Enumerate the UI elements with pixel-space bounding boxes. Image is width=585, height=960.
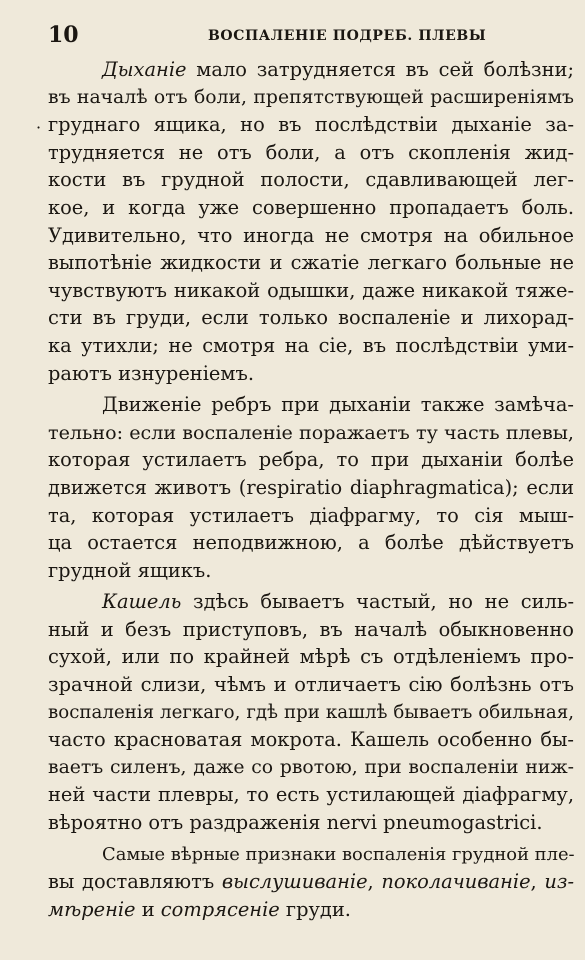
text-line: кости въ грудной полости, сдавливающей лег- [48,168,574,192]
text-line: выпотѣніе жидкости и сжатіе легкаго больные не [48,251,574,275]
italic-term: сотрясеніе [160,897,280,921]
paragraph-signs [48,841,574,924]
page-header [48,22,548,52]
text-line: Кашель здѣсь бываетъ частый, но не силь- [102,590,574,614]
text-line: раютъ изнуреніемъ. [48,361,254,385]
text-line: вы доставляютъ выслушиваніе, поколачиваніе, из- [48,870,574,894]
text-line: Дыханіе мало затрудняется въ сей болѣзни; [102,58,574,81]
text-line: въ началѣ отъ боли, препятствующей расширенiямъ [48,86,574,108]
page-number: 10 [48,22,79,48]
text-line: движется животъ (respiratio diaphragmatica); если [48,475,574,499]
text-line: ный и безъ приступовъ, въ началѣ обыкновенно [48,617,574,641]
text-line: грудной ящикъ. [48,558,212,582]
text-line: которая устилаетъ ребра, то при дыханіи болѣе [48,448,574,472]
paragraph-ribs [48,391,574,584]
text-line: Движеніе ребръ при дыханіи также замѣча- [102,393,574,417]
text-line: трудняется не отъ боли, а отъ скопленія жид- [48,140,574,164]
text-line: ка утихли; не смотря на сіе, въ послѣдствіи уми- [48,333,574,357]
text-line: та, которая устилаетъ діафрагму, то сія мыш- [48,503,574,527]
text-line: ваетъ силенъ, даже со рвотою, при воспаленіи ниж- [48,756,574,778]
running-head: ВОСПАЛЕНІЕ ПОДРЕБ. ПЛЕВЫ [208,28,487,44]
text-line: тельно: если воспаленіе поражаетъ ту часть плевы, [48,420,574,444]
paragraph-cough [48,588,574,836]
text-line: вѣроятно отъ раздраженія nervi pneumogastrici. [48,811,543,835]
text-line: Удивительно, что иногда не смотря на обильное [48,223,574,247]
text-line: зрачной слизи, чѣмъ и отличаетъ сію болѣзнь отъ [48,673,574,697]
text-line: Самые вѣрные признаки воспаленія грудной пле- [102,843,575,865]
italic-term: из- [544,870,574,894]
italic-term: Дыханіе [102,58,187,81]
text-line: воспаленія легкаго, гдѣ при кашлѣ бываетъ обильная, [48,701,574,723]
italic-term: мѣреніе [48,897,136,921]
italic-term: поколачиваніе [381,870,531,894]
text-line: мѣреніе и сотрясеніе груди. [48,897,351,921]
margin-mark: · [36,118,42,137]
text-line: чувствуютъ никакой одышки, даже никакой тяже- [48,278,574,302]
text-line: ней части плевры, то есть устилающей діафрагму, [48,783,574,807]
text-line: часто красноватая мокрота. Кашель особенно бы- [48,728,574,752]
body-text [48,56,574,927]
text-line: сти въ груди, если только воспаленіе и лихорад- [48,306,574,330]
text-line: сухой, или по крайней мѣрѣ съ отдѣленіемъ про- [48,645,574,669]
italic-term: выслушиваніе [221,870,368,894]
text-line: груднаго ящика, но въ послѣдствіи дыханіе за- [48,113,574,137]
paragraph-breathing [48,56,574,387]
italic-term: Кашель [102,590,182,614]
text-line: кое, и когда уже совершенно пропадаетъ боль. [48,195,574,219]
text-line: ца остается неподвижною, а болѣе дѣйствуетъ [48,531,574,555]
